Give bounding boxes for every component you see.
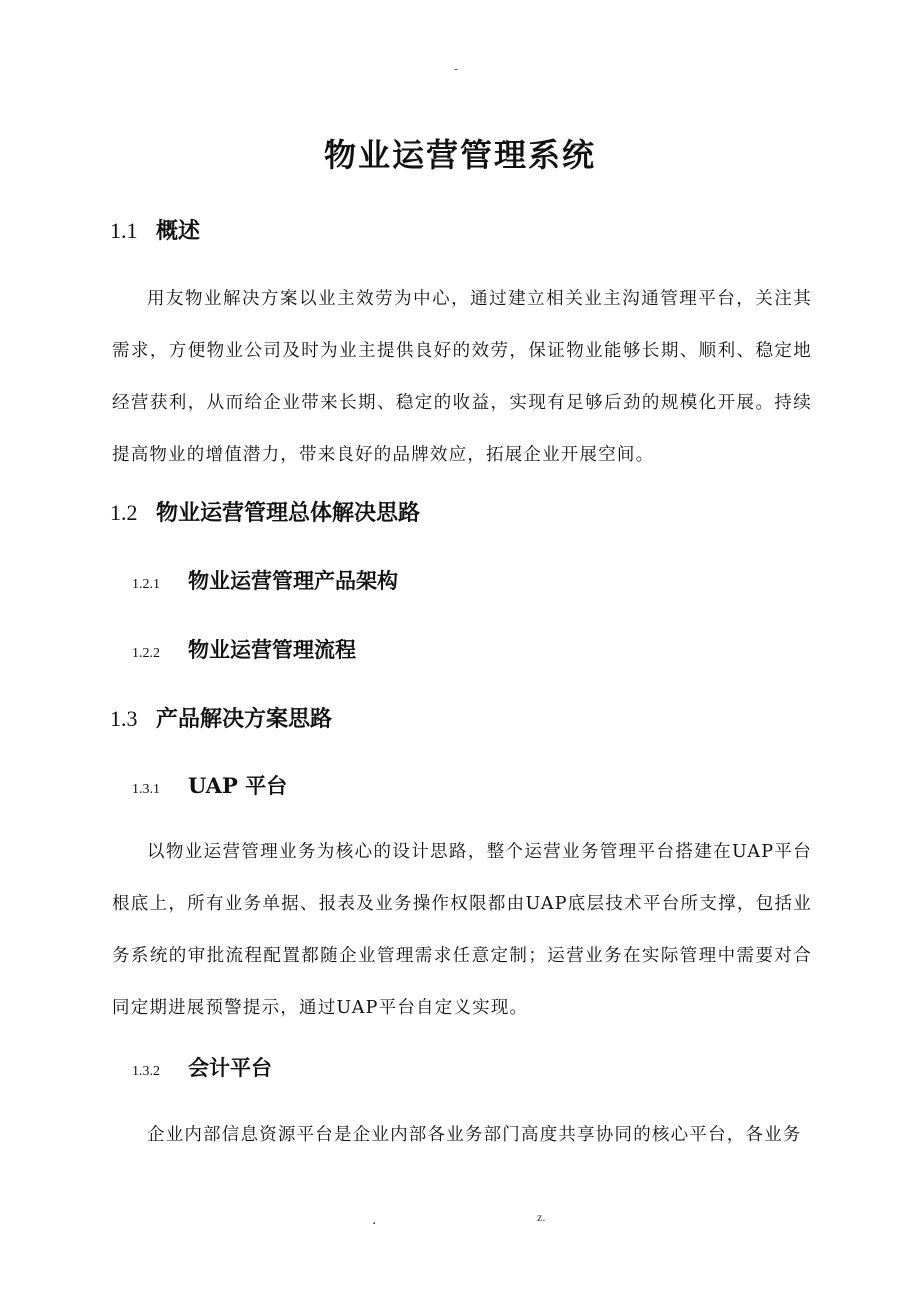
section-title: 产品解决方案思路 [156,706,333,732]
subsection-title: UAP 平台 [188,773,288,798]
section-heading-1-2 [110,496,420,527]
subsection-title: 物业运营管理流程 [188,637,356,662]
subsection-heading-1-3-2 [132,1052,272,1082]
uap-paragraph: 以物业运营管理业务为核心的设计思路，整个运营业务管理平台搭建在UAP平台根底上，所有业务单据、报表及业务操作权限都由UAP底层技术平台所支撑，包括业务系统的审批流程配置都随企业管理需求任意定制；运营业务在实际管理中需要对合同定期进展预警提示，通过UAP平台自定义实现。 [112,842,812,1018]
document-title: 物业运营管理系统 [323,136,596,174]
section-number: 1.1 [110,218,138,243]
page-footer-dot: . [372,1212,377,1228]
accounting-paragraph: 企业内部信息资源平台是企业内部各业务部门高度共享协同的核心平台，各业务 [147,1125,802,1145]
subsection-number: 1.3.2 [132,1064,160,1079]
section-number: 1.2 [110,500,138,525]
subsection-heading-1-2-1 [132,565,398,595]
section-title: 概述 [156,218,201,244]
section-number: 1.3 [110,706,138,731]
page-header-mark: - [454,62,459,76]
page-footer-mark: z. [537,1210,546,1224]
subsection-heading-1-2-2 [132,634,356,664]
subsection-title: 会计平台 [188,1055,272,1080]
subsection-number: 1.2.1 [132,577,160,592]
overview-paragraph: 用友物业解决方案以业主效劳为中心，通过建立相关业主沟通管理平台，关注其需求，方便物业公司及时为业主提供良好的效劳，保证物业能够长期、顺利、稳定地经营获利，从而给企业带来长期、稳定的收益，实现有足够后劲的规模化开展。持续提高物业的增值潜力，带来良好的品牌效应，拓展企业开展空间。 [112,289,812,465]
subsection-number: 1.3.1 [132,782,160,797]
subsection-number: 1.2.2 [132,646,160,661]
section-title: 物业运营管理总体解决思路 [156,500,421,526]
subsection-heading-1-3-1 [132,770,287,800]
subsection-title: 物业运营管理产品架构 [188,568,398,593]
section-heading-1-3 [110,702,332,733]
section-heading-1-1 [110,214,200,245]
